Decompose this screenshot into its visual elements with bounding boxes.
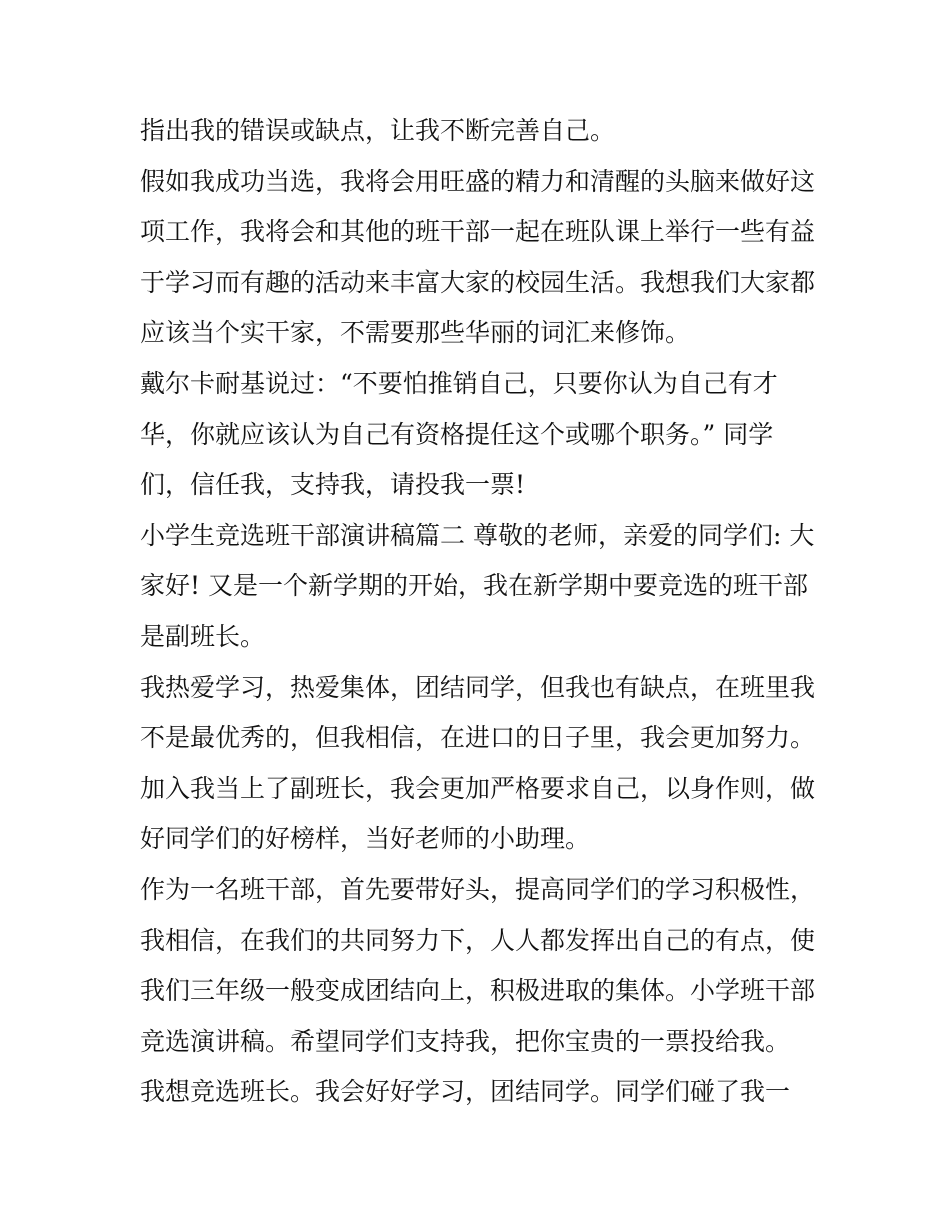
text-line-15: 好同学们的好榜样，当好老师的小助理。 <box>140 824 591 854</box>
text-line-7: 华，你就应该认为自己有资格提任这个或哪个职务。” 同学 <box>140 419 774 449</box>
text-line-11: 是副班长。 <box>140 621 266 651</box>
text-line-10: 家好! 又是一个新学期的开始，我在新学期中要竞选的班干部 <box>140 571 808 601</box>
text-line-6: 戴尔卡耐基说过：“不要怕推销自己，只要你认为自己有才 <box>140 368 778 398</box>
document-text <box>140 106 820 1118</box>
text-line-20: 我想竞选班长。我会好好学习，团结同学。同学们碰了我一 <box>140 1077 791 1107</box>
text-line-13: 不是最优秀的，但我相信，在进口的日子里，我会更加努力。 <box>140 723 816 753</box>
text-line-18: 我们三年级一般变成团结向上，积极进取的集体。小学班干部 <box>140 976 816 1006</box>
text-line-14: 加入我当上了副班长，我会更加严格要求自己，以身作则，做 <box>140 773 816 803</box>
text-line-19: 竞选演讲稿。希望同学们支持我，把你宝贵的一票投给我。 <box>140 1026 791 1056</box>
text-line-12: 我热爱学习，热爱集体，团结同学，但我也有缺点，在班里我 <box>140 672 816 702</box>
text-line-9: 小学生竞选班干部演讲稿篇二 尊敬的老师，亲爱的同学们: 大 <box>140 520 815 550</box>
text-line-8: 们，信任我，支持我，请投我一票! <box>140 470 526 500</box>
text-line-4: 于学习而有趣的活动来丰富大家的校园生活。我想我们大家都 <box>140 267 816 297</box>
text-line-16: 作为一名班干部，首先要带好头，提高同学们的学习积极性， <box>140 874 816 904</box>
text-line-2: 假如我成功当选，我将会用旺盛的精力和清醒的头脑来做好这 <box>140 166 816 196</box>
text-line-5: 应该当个实干家，不需要那些华丽的词汇来修饰。 <box>140 318 691 348</box>
text-line-17: 我相信，在我们的共同努力下，人人都发挥出自己的有点，使 <box>140 925 816 955</box>
text-line-3: 项工作，我将会和其他的班干部一起在班队课上举行一些有益 <box>140 217 816 247</box>
text-line-1: 指出我的错误或缺点，让我不断完善自己。 <box>140 116 616 145</box>
